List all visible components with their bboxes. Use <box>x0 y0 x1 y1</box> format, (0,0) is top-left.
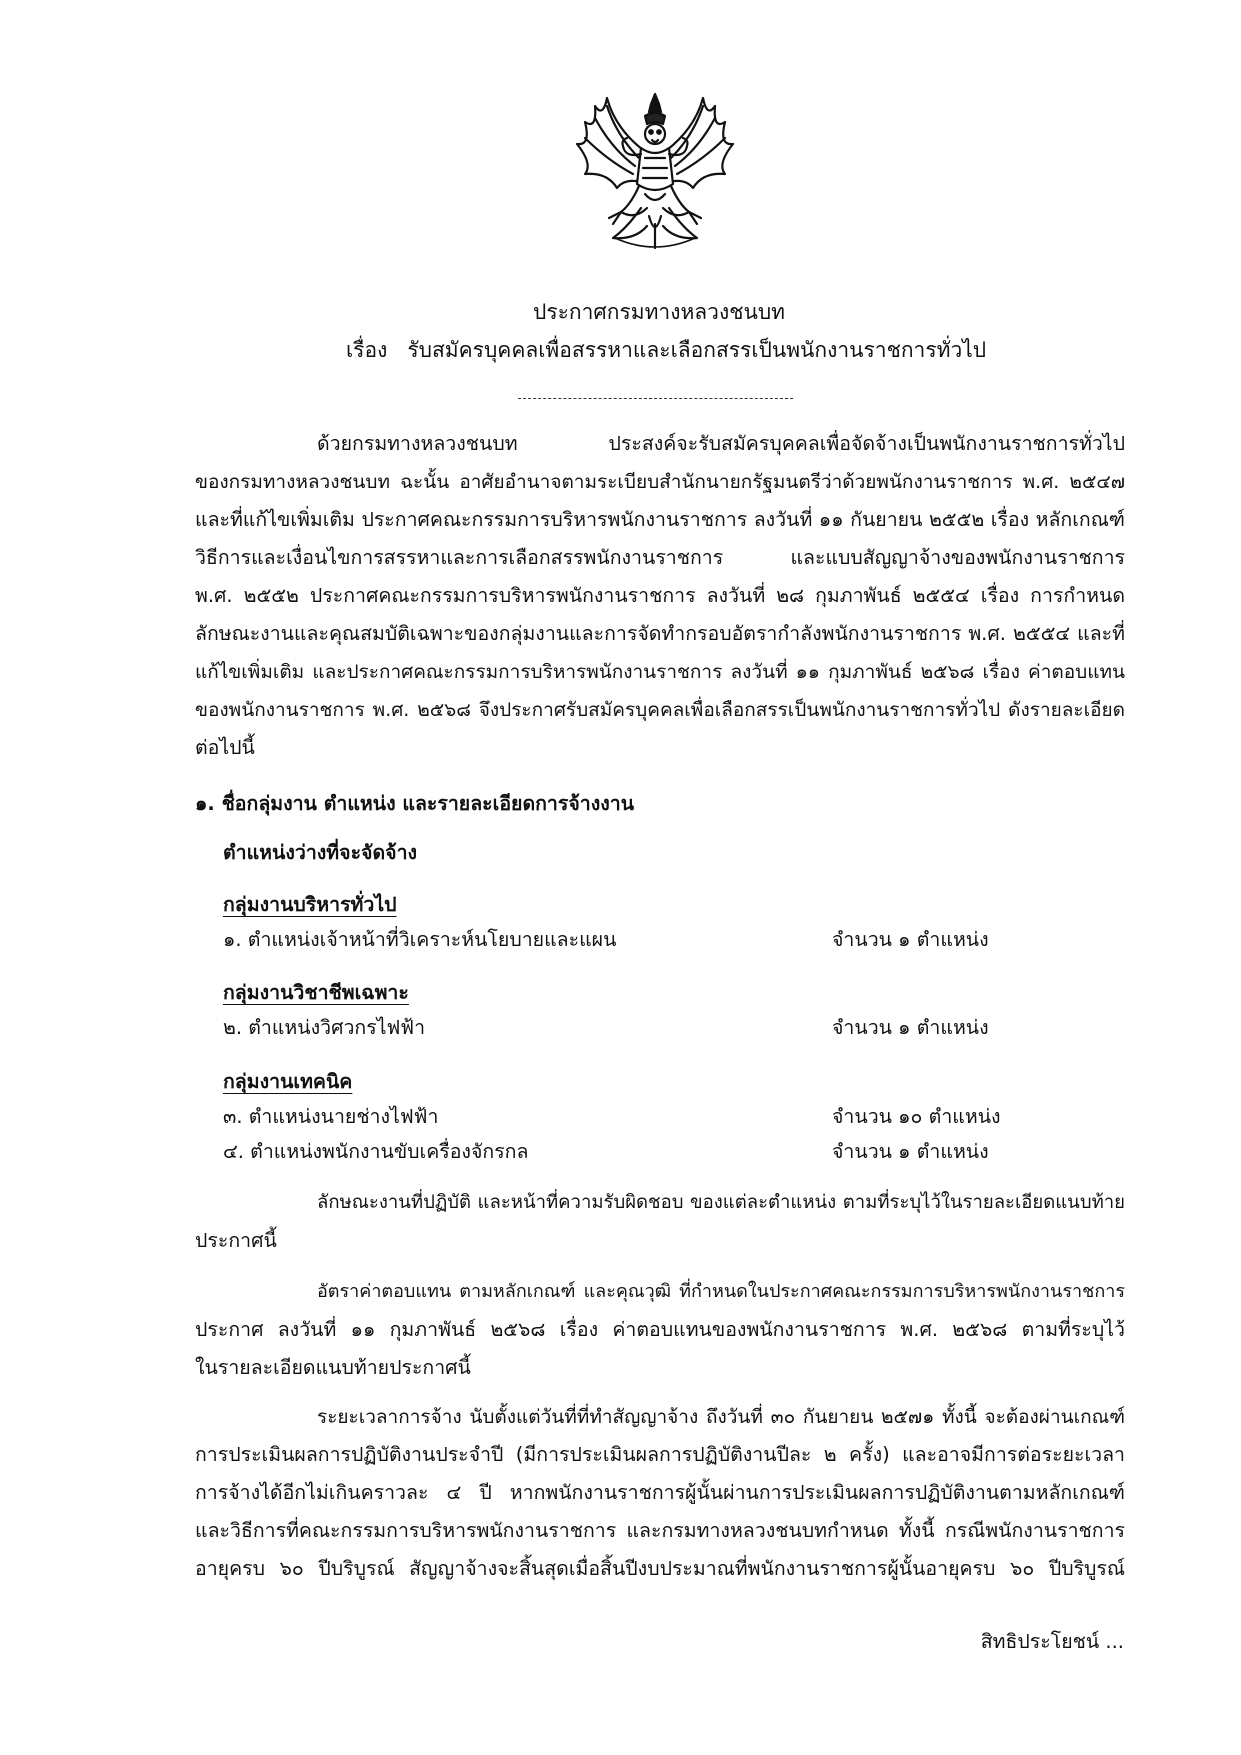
group-name: กลุ่มงานบริหารทั่วไป <box>223 893 397 916</box>
paragraph-line: และวิธีการที่คณะกรรมการบริหารพนักงานราชการ และกรมทางหลวงชนบทกำหนด ทั้งนี้ กรณีพนักงานราชการ <box>195 1519 1125 1542</box>
paragraph-line: ประกาศ ลงวันที่ ๑๑ กุมภาพันธ์ ๒๕๖๘ เรื่อง ค่าตอบแทนของพนักงานราชการ พ.ศ. ๒๕๖๘ ตามที่ระบุไว้ <box>195 1318 1125 1341</box>
position-count: จำนวน ๑ ตำแหน่ง <box>832 928 989 951</box>
duties-paragraph <box>195 1184 1125 1260</box>
paragraph-line: ลักษณะงานที่ปฏิบัติ และหน้าที่ความรับผิดชอบ ของแต่ละตำแหน่ง ตามที่ระบุไว้ในรายละเอียดแนบท้าย <box>317 1192 1125 1213</box>
announcement-title: ประกาศกรมทางหลวงชนบท <box>533 300 785 324</box>
intro-paragraph <box>195 425 1125 767</box>
announcement-subject <box>346 334 986 367</box>
position-title: ๓. ตำแหน่งนายช่างไฟฟ้า <box>223 1105 439 1128</box>
continuation-note: สิทธิประโยชน์ ... <box>980 1630 1124 1653</box>
paragraph-line: การประเมินผลการปฏิบัติงานประจำปี (มีการประเมินผลการปฏิบัติงานปีละ ๒ ครั้ง) และอาจมีการต่อระยะเวลา <box>195 1443 1125 1466</box>
section1-heading: ๑. ชื่อกลุ่มงาน ตำแหน่ง และรายละเอียดการจ้างงาน <box>195 792 635 815</box>
group-name: กลุ่มงานเทคนิค <box>223 1070 353 1093</box>
paragraph-line: ของกรมทางหลวงชนบท ฉะนั้น อาศัยอำนาจตามระเบียบสำนักนายกรัฐมนตรีว่าด้วยพนักงานราชการ พ.ศ. ๒๕๔๗ <box>195 471 1125 493</box>
paragraph-line: ในรายละเอียดแนบท้ายประกาศนี้ <box>195 1356 471 1379</box>
paragraph-line: แก้ไขเพิ่มเติม และประกาศคณะกรรมการบริหารพนักงานราชการ ลงวันที่ ๑๑ กุมภาพันธ์ ๒๕๖๘ เรื่อง ค่าตอบแทน <box>195 661 1125 683</box>
position-count: จำนวน ๑๐ ตำแหน่ง <box>832 1105 1001 1128</box>
paragraph-line: ของพนักงานราชการ พ.ศ. ๒๕๖๘ จึงประกาศรับสมัครบุคคลเพื่อเลือกสรรเป็นพนักงานราชการทั่วไป ดังรายละเอียด <box>195 699 1125 721</box>
position-count: จำนวน ๑ ตำแหน่ง <box>832 1140 989 1163</box>
paragraph-line: ต่อไปนี้ <box>195 736 255 759</box>
paragraph-line: ลักษณะงานและคุณสมบัติเฉพาะของกลุ่มงานและการจัดทำกรอบอัตรากำลังพนักงานราชการ พ.ศ. ๒๕๕๔ และที่ <box>195 622 1125 645</box>
garuda-emblem-icon <box>555 88 755 258</box>
section1-subheading: ตำแหน่งว่างที่จะจัดจ้าง <box>223 841 418 864</box>
group-name: กลุ่มงานวิชาชีพเฉพาะ <box>223 981 409 1004</box>
employment-paragraph <box>195 1398 1125 1588</box>
compensation-paragraph <box>195 1273 1125 1387</box>
title-divider <box>518 398 793 399</box>
paragraph-line: ระยะเวลาการจ้าง นับตั้งแต่วันที่ที่ทำสัญญาจ้าง ถึงวันที่ ๓๐ กันยายน ๒๕๗๑ ทั้งนี้ จะต้องผ่านเกณฑ์ <box>317 1406 1125 1428</box>
paragraph-line: พ.ศ. ๒๕๕๒ ประกาศคณะกรรมการบริหารพนักงานราชการ ลงวันที่ ๒๘ กุมภาพันธ์ ๒๕๕๔ เรื่อง การกำหนด <box>195 584 1125 607</box>
paragraph-line: และที่แก้ไขเพิ่มเติม ประกาศคณะกรรมการบริหารพนักงานราชการ ลงวันที่ ๑๑ กันยายน ๒๕๕๒ เรื่อง หลักเกณฑ์ <box>195 508 1125 531</box>
paragraph-line: วิธีการและเงื่อนไขการสรรหาและการเลือกสรรพนักงานราชการ และแบบสัญญาจ้างของพนักงานราชการ <box>195 546 1125 569</box>
position-count: จำนวน ๑ ตำแหน่ง <box>832 1016 989 1039</box>
paragraph-line: อัตราค่าตอบแทน ตามหลักเกณฑ์ และคุณวุฒิ ที่กำหนดในประกาศคณะกรรมการบริหารพนักงานราชการ <box>317 1281 1125 1302</box>
paragraph-line: ประกาศนี้ <box>195 1229 277 1252</box>
position-title: ๒. ตำแหน่งวิศวกรไฟฟ้า <box>223 1016 426 1039</box>
position-title: ๔. ตำแหน่งพนักงานขับเครื่องจักรกล <box>223 1140 529 1163</box>
subject-label: เรื่อง <box>346 338 388 362</box>
paragraph-line: การจ้างได้อีกไม่เกินคราวละ ๔ ปี หากพนักงานราชการผู้นั้นผ่านการประเมินผลการปฏิบัติงานตามหลักเกณฑ์ <box>195 1481 1125 1504</box>
paragraph-line: ด้วยกรมทางหลวงชนบท ประสงค์จะรับสมัครบุคคลเพื่อจัดจ้างเป็นพนักงานราชการทั่วไป <box>317 432 1125 455</box>
subject-text: รับสมัครบุคคลเพื่อสรรหาและเลือกสรรเป็นพนักงานราชการทั่วไป <box>407 338 987 362</box>
paragraph-line: อายุครบ ๖๐ ปีบริบูรณ์ สัญญาจ้างจะสิ้นสุดเมื่อสิ้นปีงบประมาณที่พนักงานราชการผู้นั้นอายุครบ ๖๐ ปีบริบูรณ์ <box>195 1557 1125 1580</box>
position-title: ๑. ตำแหน่งเจ้าหน้าที่วิเคราะห์นโยบายและแผน <box>223 928 617 951</box>
